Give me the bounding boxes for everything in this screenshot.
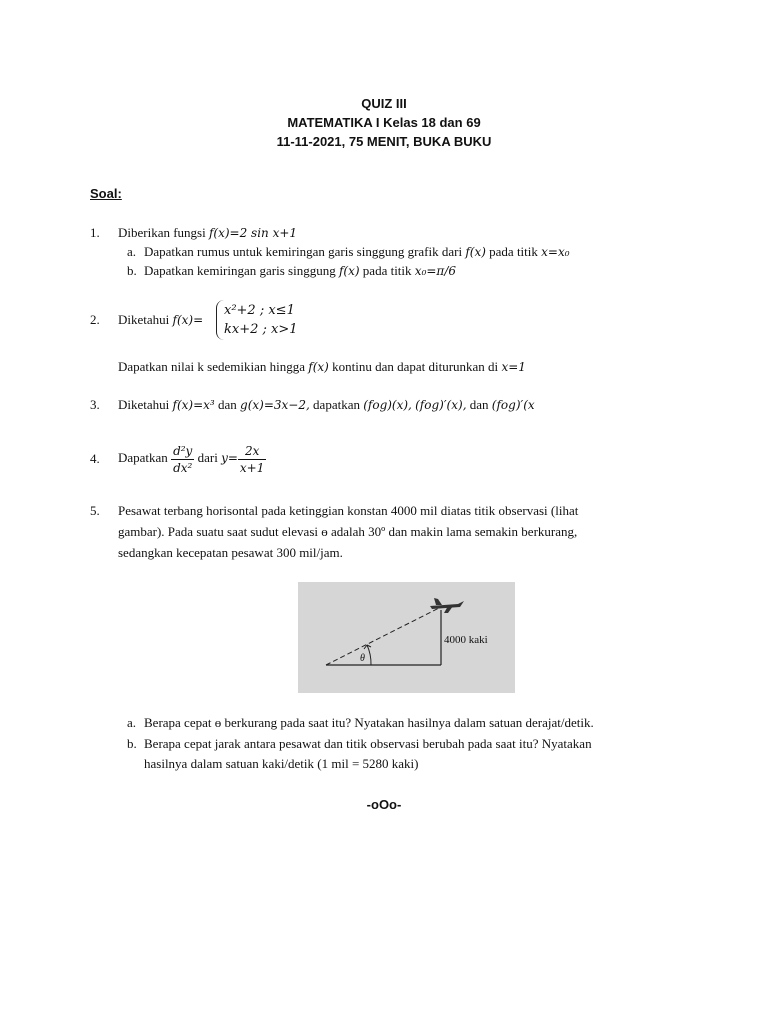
q3-expr-2: (fog)′(x), (415, 398, 467, 412)
q1a-label: a. (127, 244, 137, 259)
q1b-statement (144, 262, 456, 280)
elevation-diagram (298, 582, 515, 693)
elevation-figure (298, 582, 515, 693)
q5b-text-1: Berapa cepat jarak antara pesawat dan titik observasi berubah pada saat itu? Nyatakan (144, 736, 592, 751)
q3-g-def: g(x)=3x−2, (240, 398, 310, 412)
q1b-label: b. (127, 263, 137, 278)
y-fraction (238, 443, 266, 476)
q4-y-eq: y= (221, 451, 238, 465)
q1a-mid: pada titik (489, 244, 538, 259)
q3-and: dan (217, 397, 237, 412)
q3-f-def: f(x)=x³ (172, 398, 215, 412)
q2-followup (118, 358, 526, 376)
q5a-text: Berapa cepat ɵ berkurang pada saat itu? Nyatakan hasilnya dalam satuan derajat/detik. (144, 715, 594, 730)
q5-line-1: Pesawat terbang horisontal pada ketinggian konstan 4000 mil diatas titik observasi (lihat (118, 503, 579, 518)
q5b-text-2: hasilnya dalam satuan kaki/detik (1 mil = 5280 kaki) (144, 756, 419, 771)
q2-followup-at: x=1 (501, 360, 526, 374)
q1a-statement (144, 243, 570, 261)
q2-text: Diketahui (118, 312, 170, 327)
q5b-label: b. (127, 736, 137, 751)
q4-from: dari (197, 450, 218, 465)
q5a-label: a. (127, 715, 137, 730)
q3-number: 3. (90, 397, 100, 412)
q5-line-2: gambar). Pada suatu saat sudut elevasi ɵ adalah 30º dan makin lama semakin berkurang, (118, 524, 578, 539)
q1-statement (118, 224, 297, 242)
soal-heading: Soal: (90, 186, 122, 201)
q3-statement (118, 396, 535, 414)
q2-piece-2: kx+2 ; x>1 (224, 322, 298, 337)
q1a-fx: f(x) (465, 245, 486, 259)
q4-number: 4. (90, 451, 100, 466)
second-derivative-fraction (171, 443, 194, 476)
course-title: MATEMATIKA I Kelas 18 dan 69 (287, 115, 481, 130)
q1-text: Diberikan fungsi (118, 225, 206, 240)
y-fraction-denominator: x+1 (239, 460, 265, 475)
q2-fx: f(x)= (172, 313, 204, 327)
q1-number: 1. (90, 225, 100, 240)
q1b-fx: f(x) (338, 264, 360, 278)
fraction-denominator: dx² (173, 460, 193, 475)
y-fraction-numerator: 2x (238, 443, 266, 460)
fraction-numerator: d²y (173, 443, 193, 458)
q1-formula: f(x)=2 sin x+1 (208, 226, 298, 240)
q2-piece-1: x²+2 ; x≤1 (224, 303, 295, 318)
q1b-mid: pada titik (362, 263, 412, 278)
q5-line-3: sedangkan kecepatan pesawat 300 mil/jam. (118, 545, 343, 560)
exam-info: 11-11-2021, 75 MENIT, BUKA BUKU (276, 134, 492, 149)
q2-number: 2. (90, 312, 100, 327)
q3-and-2: dan (469, 397, 489, 412)
q1b-text: Dapatkan kemiringan garis singgung (144, 263, 336, 278)
quiz-title: QUIZ III (361, 96, 407, 111)
q4-statement (118, 438, 266, 478)
q3-expr-3: (fog)′(x (491, 398, 535, 412)
q5-number: 5. (90, 503, 100, 518)
q2-followup-fx: f(x) (308, 360, 329, 374)
q1a-text: Dapatkan rumus untuk kemiringan garis singgung grafik dari (144, 244, 463, 259)
q1b-formula: x₀=π/6 (414, 264, 456, 278)
q2-followup-post: kontinu dan dapat diturunkan di (332, 359, 499, 374)
q4-text: Dapatkan (118, 450, 168, 465)
angle-label: θ (360, 653, 365, 664)
end-marker: -oOo- (366, 797, 402, 812)
q3-expr-1: (fog)(x), (363, 398, 412, 412)
q2-followup-pre: Dapatkan nilai k sedemikian hingga (118, 359, 306, 374)
q2-statement (118, 311, 203, 329)
q3-get: dapatkan (313, 397, 360, 412)
q1a-formula: x=x₀ (541, 245, 570, 259)
q3-text: Diketahui (118, 397, 170, 412)
height-label: 4000 kaki (444, 634, 488, 646)
